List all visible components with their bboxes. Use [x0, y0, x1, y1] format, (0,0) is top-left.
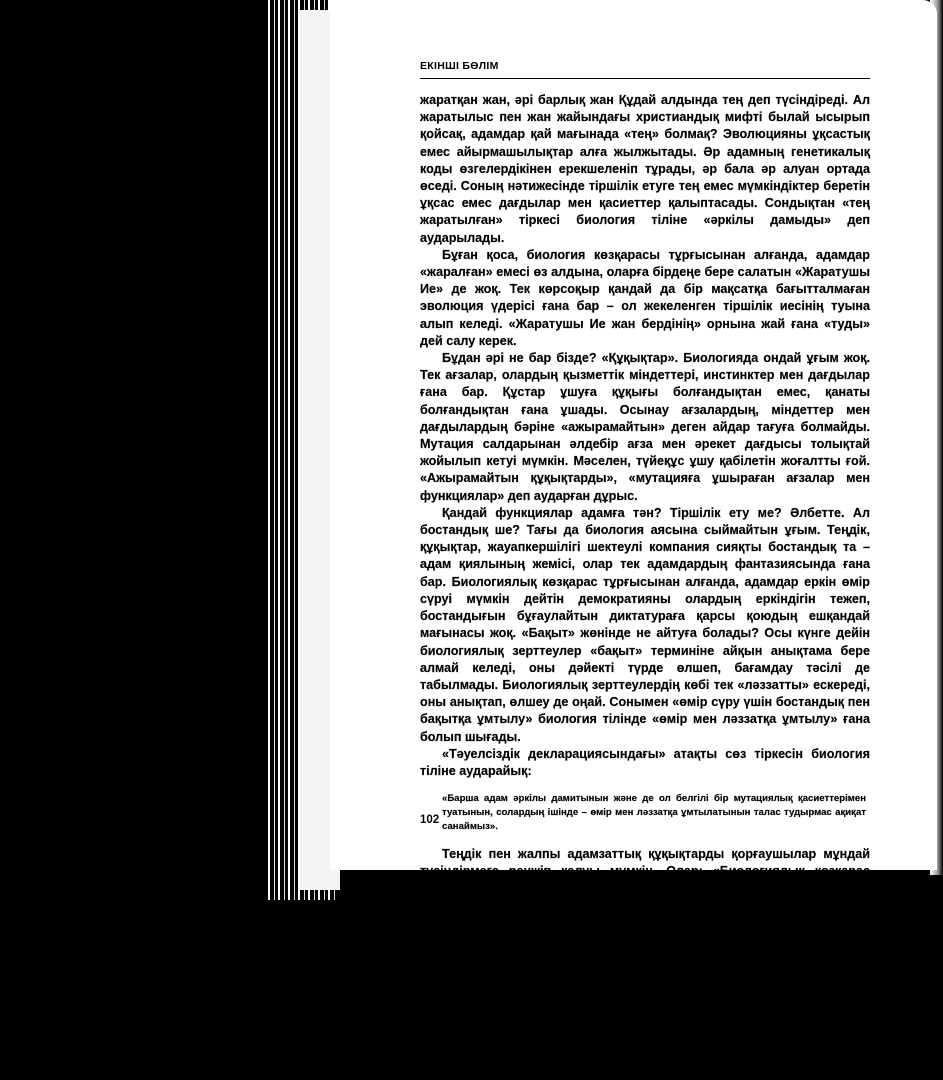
block-quote [420, 792, 870, 834]
page-number: 102 [420, 814, 440, 826]
paragraph: жаратқан жан, әрі барлық жан Құдай алдында тең деп түсіндіреді. Ал жаратылыс пен жан жайындағы христиандық мифті былай ысырып қойсақ, адамдар қай мағынада «тең» болмақ? Эволюцияны ұқсастық емес айырмашылықтар алға жылжытады. Әр адамның генетикалық коды өзгелердікінен ерекшеленіп тұрады, әр бала әр алуан ортада өседі. Соның нәтижесінде тіршілік етуге тең емес мүмкіндіктер беретін ұқсас емес дағдылар мен қасиеттер қалыптасады. Сондықтан «тең жаратылған» тіркесі биология тіліне «әркілы дамыды» деп аударылады. [420, 93, 870, 245]
paragraph: Бұдан әрі не бар бізде? «Құқықтар». Биологияда ондай ұғым жоқ. Тек ағзалар, олардың қызметтік міндеттері, инстинктер мен дағдылар ғана бар. Құстар ұшуға құқығы болғандықтан емес, қанаты болғандықтан ғана ұшады. Осынау ағзалардың, міндеттер мен дағдылардың бәріне «ажырамайтын» деген айдар тағуға болмайды. Мутация салдарынан әлдебір ағза мен әрекет дағдысы толықтай жойылып кетуі мүмкін. Мәселен, түйеқұс ұшу қабілетін жоғалтты ғой. «Ажырамайтын құқықтарды», «мутацияға ұшыраған ағзалар мен функциялар» деп аударған дұрыс. [420, 351, 870, 503]
header-rule [420, 78, 870, 79]
paragraph: «Тәуелсіздік декларациясындағы» атақты сөз тіркесін биология тіліне аударайық: [420, 746, 870, 778]
paragraph: Теңдік пен жалпы адамзаттық құқықтарды қорғаушылар мұндай түсіндірмеге ренжіп қалуы мүмкін. Олар: «Биологиялық көзқарас тұрғысынан барша адамның әртүрлі екені бізге мәлім. Табиғи теңдікті мо- [420, 847, 870, 913]
paragraph: Қандай функциялар адамға тән? Тіршілік ету ме? Әлбетте. Ал бостандық ше? Тағы да биология аясына сыймайтын ұғым. Теңдік, құқықтар, жауапкершілігі шектеулі компания сияқты бостандық та – адам қиялының жемісі, олар тек адамдардың фантазиясында ғана бар. Биологиялық көзқарас тұрғысынан алғанда, адамдар еркін өмір сүруі мүмкін дейтін демократияны олардың еркіндігін тежеп, бостандығын бұғаулайтын диктатураға қарсы қоюдың ешқандай мағынасы жоқ. «Бақыт» жөнінде не айтуға болады? Осы күнге дейін биологиялық зерттеулер «бақыт» терминіне айқын анықтама бере алмай келеді, оны дәйекті түрде өлшеп, бағамдау тәсілі де табылмады. Биологиялық зерттеулердің көбі тек «ләззатты» ескереді, оны анықтап, өлшеу де оңай. Сонымен «өмір сүру үшін бостандық пен бақытқа ұмтылу» биология тілінде «өмір мен ләззатқа ұмтылу» ғана болып шығады. [420, 505, 870, 744]
running-head: ЕКІНШІ БӨЛІМ [420, 60, 499, 72]
book-page [330, 0, 937, 913]
paragraph: Бұған қоса, биология көзқарасы тұрғысынан алғанда, адамдар «жаралған» емесі өз алдына, оларға бірдеңе бере салатын «Жаратушы Ие» де жоқ. Тек көрсоқыр қандай да бір мақсатқа бағытталмаған эволюция үдерісі ғана бар – ол жекеленген тіршілік иесінің туына алып келеді. «Жаратушы Ие жан бердінің» орнына жай ғана «туды» дей салу керек. [420, 247, 870, 348]
body-text [420, 92, 870, 915]
quote-text: «Барша адам әркілы дамитынын және де ол белгілі бір мутациялық қасиеттерімен туатынын, солардың ішінде – өмір мен ләззатқа ұмтылатынын талас тудырмас ақиқат санаймыз». [442, 793, 866, 833]
